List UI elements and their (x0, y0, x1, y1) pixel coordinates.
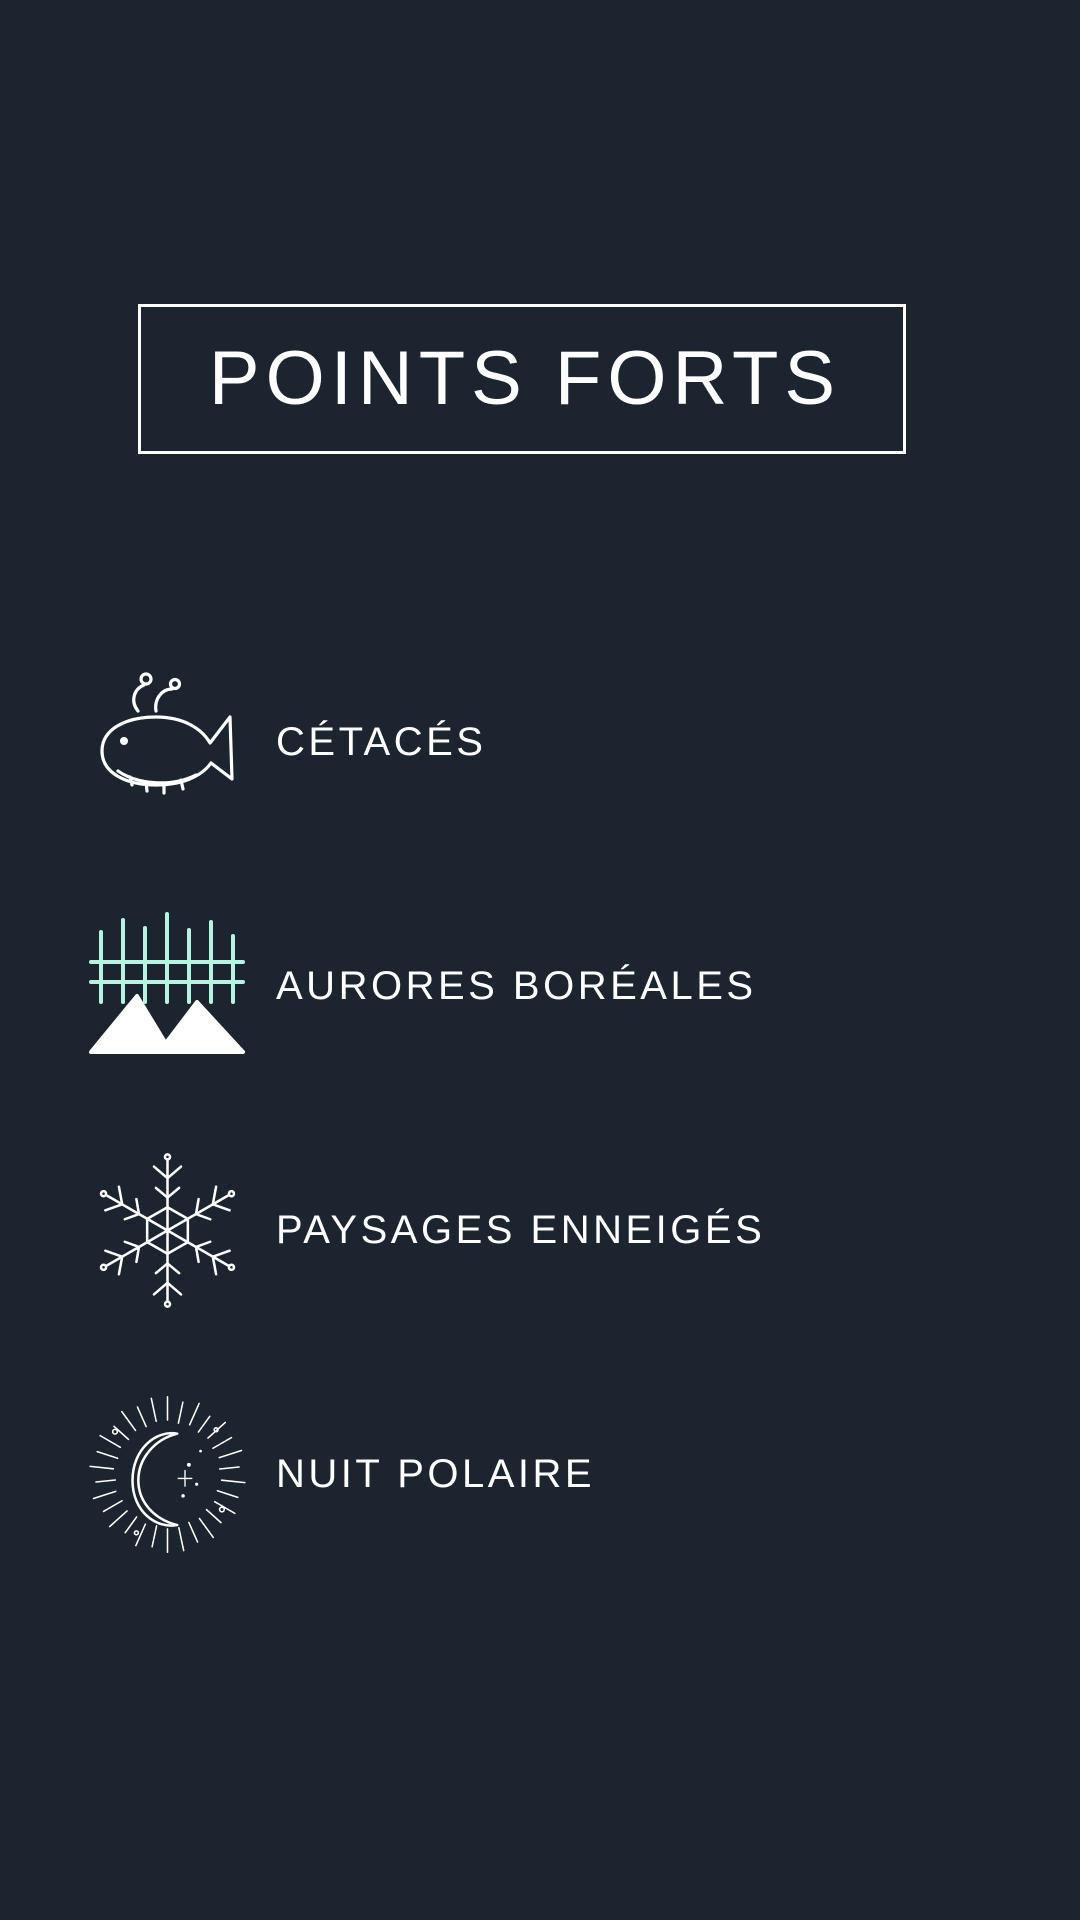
list-item (0, 864, 1080, 1108)
snowflake-icon (72, 1135, 262, 1325)
list-item (0, 1108, 1080, 1352)
list-item-label: CÉTACÉS (276, 719, 487, 764)
aurora-icon (72, 891, 262, 1081)
feature-list (0, 620, 1080, 1596)
list-item-label: NUIT POLAIRE (276, 1451, 596, 1496)
page-title-box (138, 304, 906, 454)
moon-icon (72, 1379, 262, 1569)
page-title: POINTS FORTS (208, 336, 842, 421)
list-item (0, 620, 1080, 864)
list-item-label: PAYSAGES ENNEIGÉS (276, 1207, 766, 1252)
list-item (0, 1352, 1080, 1596)
list-item-label: AURORES BORÉALES (276, 963, 757, 1008)
whale-icon (72, 647, 262, 837)
